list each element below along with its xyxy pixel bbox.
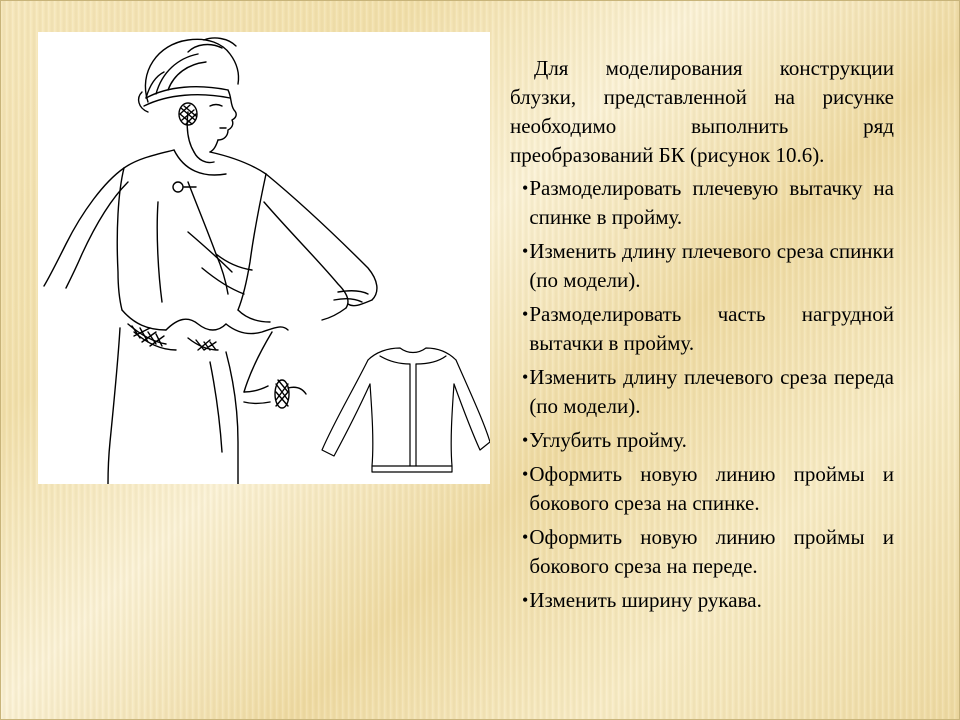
figure-skirt — [108, 328, 272, 484]
figure-headband — [139, 87, 230, 112]
blouse-illustration — [38, 32, 490, 484]
step-text: Размоделировать часть нагрудной вытачки в пройму. — [529, 302, 894, 355]
list-item — [510, 300, 894, 358]
bullet-icon: • — [522, 304, 529, 324]
intro-paragraph: Для моделирования конструкции блузки, представленной на рисунке необходимо выполнить ряд преобразований БК (рисунок 10.6). — [510, 56, 894, 167]
step-text: Углубить пройму. — [529, 428, 687, 452]
bullet-icon: • — [522, 241, 529, 261]
list-item — [510, 523, 894, 581]
list-item — [510, 363, 894, 421]
list-item — [510, 586, 894, 615]
list-item — [510, 426, 894, 455]
step-text: Изменить длину плечевого среза переда (по модели). — [529, 365, 894, 418]
step-text: Оформить новую линию проймы и бокового среза на спинке. — [529, 462, 894, 515]
bullet-icon: • — [522, 527, 529, 547]
figure-left-arm — [44, 168, 128, 288]
bullet-icon: • — [522, 464, 529, 484]
bullet-icon: • — [522, 590, 529, 610]
step-text: Размоделировать плечевую вытачку на спинке в пройму. — [529, 176, 894, 229]
figure-right-arm — [264, 174, 377, 320]
step-text: Оформить новую линию проймы и бокового среза на переде. — [529, 525, 894, 578]
instruction-text — [510, 54, 894, 620]
flat-sketch-blouse — [322, 348, 490, 472]
step-text: Изменить длину плечевого среза спинки (по модели). — [529, 239, 894, 292]
figure-bracelet — [244, 380, 306, 408]
bullet-icon: • — [522, 367, 529, 387]
list-item — [510, 174, 894, 232]
list-item — [510, 460, 894, 518]
figure-earring — [179, 103, 197, 125]
figure-bodice — [117, 168, 266, 310]
bullet-icon: • — [522, 430, 529, 450]
figure-button — [173, 182, 183, 192]
bullet-icon: • — [522, 178, 529, 198]
step-text: Изменить ширину рукава. — [529, 588, 762, 612]
figure-neck — [124, 150, 266, 175]
list-item — [510, 237, 894, 295]
steps-list — [510, 174, 894, 615]
